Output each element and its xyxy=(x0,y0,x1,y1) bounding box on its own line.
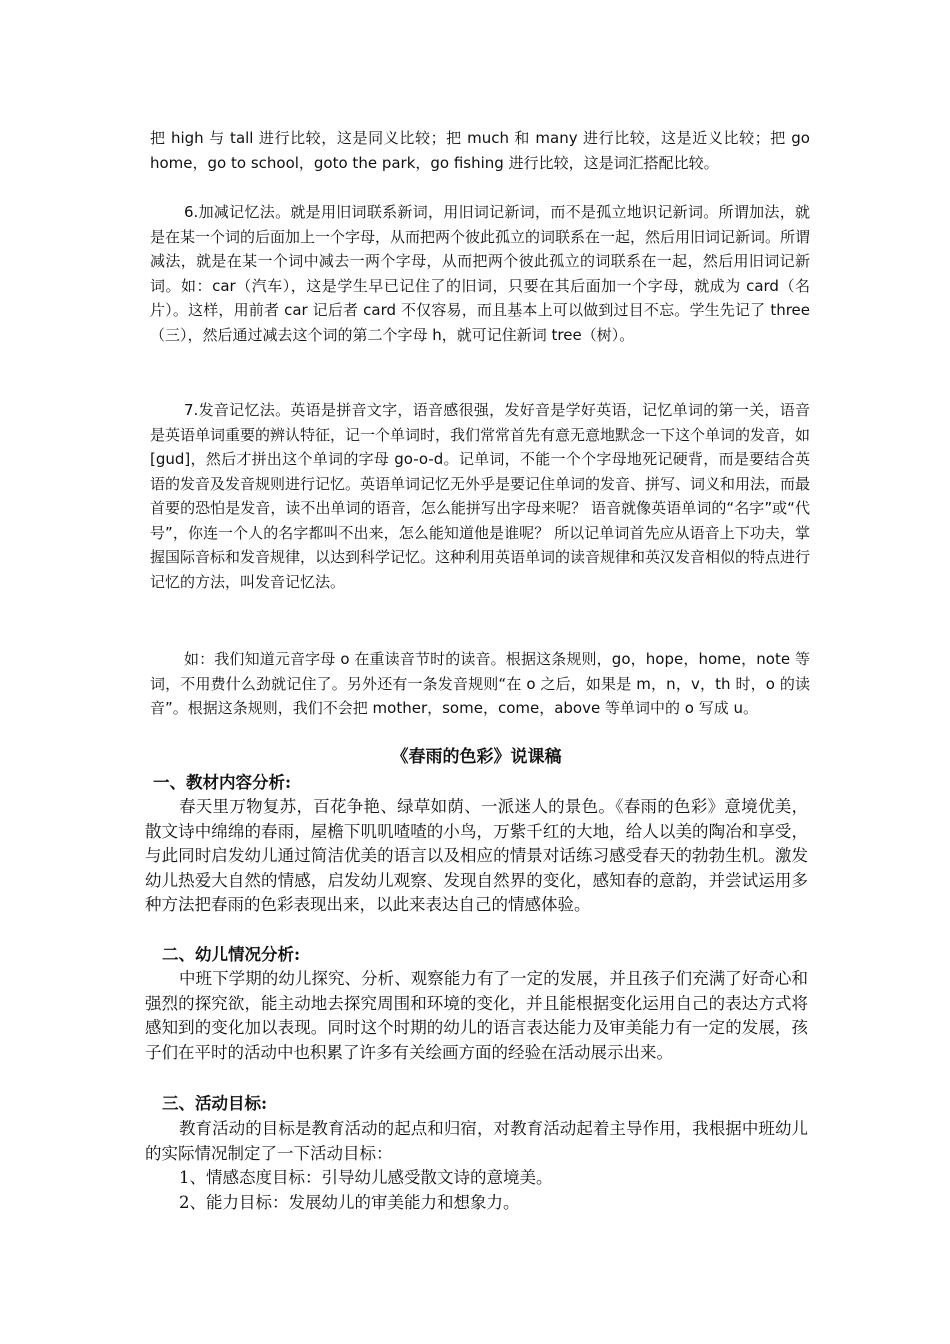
goal-item-2: 2、能力目标：发展幼儿的审美能力和想象力。 xyxy=(179,1193,520,1212)
paragraph-method-6: 6.加减记忆法。就是用旧词联系新词，用旧词记新词，而不是孤立地识记新词。所谓加法，就是在某一个词的后面加上一个字母，从而把两个彼此孤立的词联系在一起，然后用旧词记新词。所谓减法，就是在某一个词中减去一两个字母，从而把两个彼此孤立的词联系在一起，然后用旧词记新词。如：car（汽车），这是学生早已记住了的旧词，只要在其后面加一个字母，就成为 card（名片）。这样，用前者 car 记后者 card 不仅容易，而且基本上可以做到过目不忘。学生先记了 three（三），然后通过减去这个词的第二个字母 h，就可记住新词 tree（树）。 xyxy=(150,203,811,344)
paragraph-children-analysis: 中班下学期的幼儿探究、分析、观察能力有了一定的发展，并且孩子们充满了好奇心和强烈的探究欲，能主动地去探究周围和环境的变化，并且能根据变化运用自己的表达方式将感知到的变化加以表现。同时这个时期的幼儿的语言表达能力及审美能力有一定的发展，孩子们在平时的活动中也积累了许多有关绘画方面的经验在活动展示出来。 xyxy=(145,969,808,1062)
heading-children-analysis: 二、幼儿情况分析: xyxy=(162,945,301,964)
heading-material-analysis: 一、教材内容分析: xyxy=(153,773,292,792)
heading-activity-goals: 三、活动目标: xyxy=(162,1094,268,1113)
paragraph-activity-goals: 教育活动的目标是教育活动的起点和归宿，对教育活动起着主导作用，我根据中班幼儿的实际情况制定了一下活动目标： xyxy=(145,1119,808,1163)
paragraph-comparison-tail: 把 high 与 tall 进行比较，这是同义比较；把 much 和 many 进行比较，这是近义比较；把 go home，go to school，goto the park，go fishing 进行比较，这是词汇搭配比较。 xyxy=(150,129,810,172)
paragraph-method-7: 7.发音记忆法。英语是拼音文字，语音感很强，发好音是学好英语，记忆单词的第一关，语音是英语单词重要的辨认特征，记一个单词时，我们常常首先有意无意地默念一下这个单词的发音，如[gud]，然后才拼出这个单词的字母 go-o-d。记单词，不能一个个字母地死记硬背，而是要结合英语的发音及发音规则进行记忆。英语单词记忆无外乎是要记住单词的发音、拼写、词义和用法，而最首要的恐怕是发音，读不出单词的语音，怎么能拼写出字母来呢？ 语音就像英语单词的“名字”或“代号”，你连一个人的名字都叫不出来，怎么能知道他是谁呢？ 所以记单词首先应从语音上下功夫，掌握国际音标和发音规律，以达到科学记忆。这种利用英语单词的读音规律和英汉发音相似的特点进行记忆的方法，叫发音记忆法。 xyxy=(150,401,811,591)
paragraph-example: 如：我们知道元音字母 o 在重读音节时的读音。根据这条规则，go，hope，home，note 等词，不用费什么劲就记住了。另外还有一条发音规则“在 o 之后，如果是 m，n，v，th 时，o 的读音”。根据这条规则，我们不会把 mother，some，come，above 等单词中的 o 写成 u。 xyxy=(150,650,810,717)
goal-item-1: 1、情感态度目标：引导幼儿感受散文诗的意境美。 xyxy=(179,1168,553,1187)
document-title: 《春雨的色彩》说课稿 xyxy=(391,747,562,767)
paragraph-material-analysis: 春天里万物复苏，百花争艳、绿草如荫、一派迷人的景色。《春雨的色彩》意境优美，散文诗中绵绵的春雨，屋檐下叽叽喳喳的小鸟，万紫千红的大地，给人以美的陶冶和享受，与此同时启发幼儿通过简洁优美的语言以及相应的情景对话练习感受春天的勃勃生机。激发幼儿热爱大自然的情感，启发幼儿观察、发现自然界的变化，感知春的意韵，并尝试运用多种方法把春雨的色彩表现出来，以此来表达自己的情感体验。 xyxy=(145,797,808,914)
